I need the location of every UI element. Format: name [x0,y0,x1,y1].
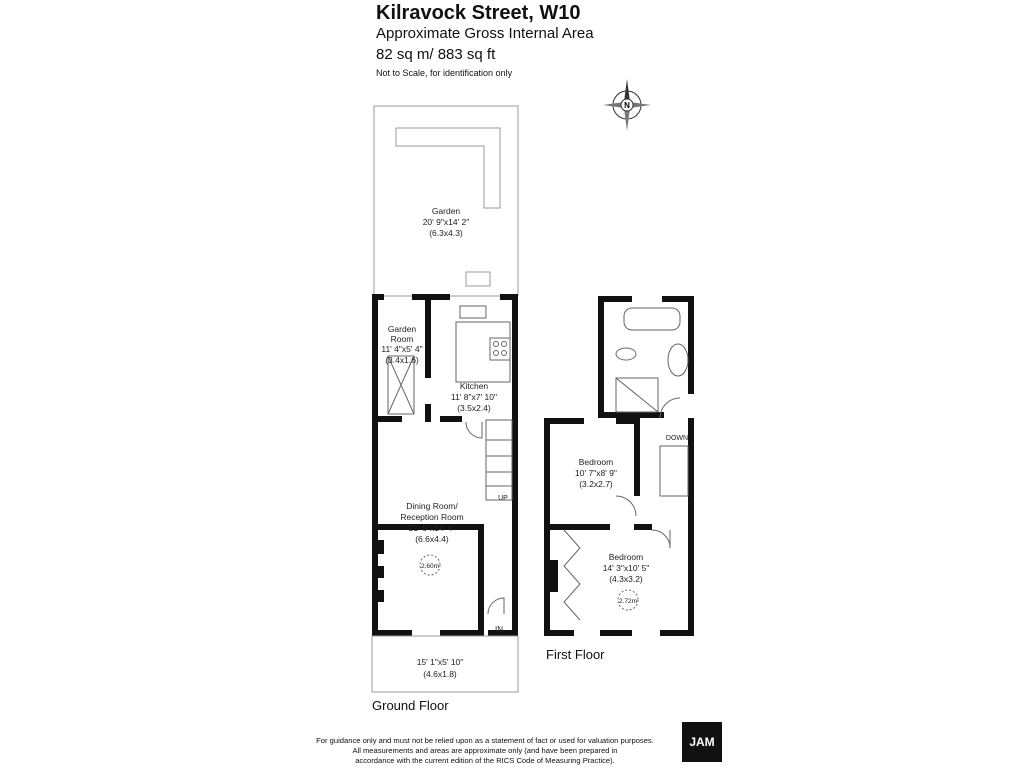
compass-north-label: N [624,101,630,110]
front-size-metric: (4.6x1.8) [423,669,457,679]
entrance-marker: IN [495,625,503,634]
bedroom-2-size-imperial: 14' 3"x10' 5" [602,563,650,573]
reception-room-label: Reception Room [400,512,464,522]
garden-room-size-imperial: 11' 4"x5' 4" [381,344,423,354]
garden-room-size-metric: (3.4x1.6) [385,355,419,365]
front-size-imperial: 15' 1"x5' 10" [416,657,464,667]
disclaimer-line-1: For guidance only and must not be relied upon as a statement of fact or used for valuation purposes. [316,736,654,745]
jam-logo: JAM [682,722,722,762]
bedroom-1-label: Bedroom [578,457,614,467]
kitchen-label: Kitchen [459,381,489,391]
dining-size-metric: (6.6x4.4) [415,534,449,544]
disclaimer [290,736,680,766]
kitchen-size-metric: (3.5x2.4) [457,403,491,413]
bedroom-2-label: Bedroom [608,552,644,562]
bedroom-1-size-metric: (3.2x2.7) [579,479,613,489]
garden-room-label: Garden [387,324,417,334]
garden-room-label-2: Room [390,334,414,344]
first-floor-walls [544,296,694,636]
garden-size-imperial: 20' 9"x14' 2" [422,217,470,227]
first-floor-label: First Floor [546,647,605,662]
scale-note: Not to Scale, for identification only [376,68,513,78]
kitchen-size-imperial: 11' 8"x7' 10" [451,392,497,402]
garden-size-metric: (6.3x4.3) [429,228,463,238]
ground-floor-label: Ground Floor [372,698,449,713]
bedroom-2-ceiling-height: 2.72m [618,598,638,605]
dining-ceiling-height: 2.60m [420,563,440,570]
compass-icon [603,79,651,131]
stairs-down-marker: DOWN [665,435,689,442]
bedroom-1-size-imperial: 10' 7"x8' 9" [575,468,617,478]
bedroom-2-size-metric: (4.3x3.2) [609,574,643,584]
disclaimer-line-2: All measurements and areas are approximate only (and have been prepared in [352,746,618,755]
area-subtitle: Approximate Gross Internal Area [376,25,594,42]
disclaimer-line-3: accordance with the current edition of the RICS Code of Measuring Practice). [355,756,615,765]
dining-room-label: Dining Room/ [406,501,458,511]
dining-size-imperial: 21' 6"x14' 4" [408,523,456,533]
stairs-up-marker: UP [498,495,508,502]
gross-area: 82 sq m/ 883 sq ft [376,46,496,63]
garden-outline [374,106,518,296]
garden-label: Garden [431,206,461,216]
page-title: Kilravock Street, W10 [376,2,581,24]
